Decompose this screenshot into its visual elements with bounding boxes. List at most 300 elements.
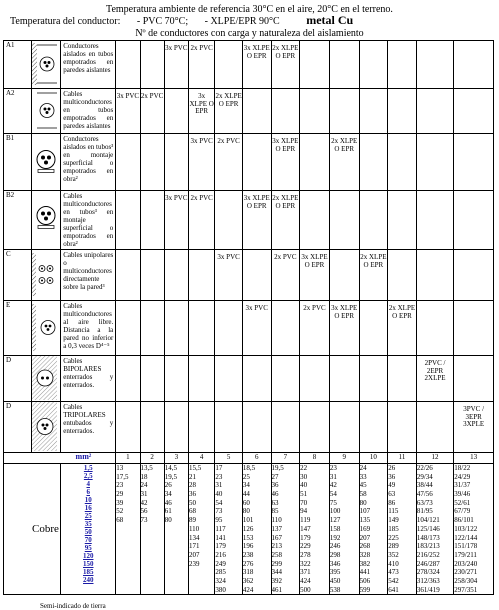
capacity-entry [215,191,242,195]
ampacity-value: 392 [271,576,282,585]
ampacity-value: 322 [300,559,311,568]
capacity-entry: 2PVC / 2EPR 2XLPE [424,359,446,382]
ampacity-value: 238 [242,550,254,559]
capacity-entry [189,356,214,360]
capacity-cell [454,134,494,191]
install-diagram [31,301,61,356]
install-code: E [4,301,32,356]
capacity-cell [215,134,243,191]
ampacity-value: 63 [271,498,279,507]
capacity-entry [360,402,388,406]
ampacity-value: 344 [271,568,282,577]
capacity-cell [140,41,164,89]
capacity-cell [242,41,271,89]
ampacity-value: 63 [388,490,396,499]
capacity-cell [215,301,243,356]
capacity-entry [417,301,453,305]
capacity-cell [329,41,359,89]
ampacity-value: 15,5 [188,464,202,472]
capacity-entry [141,134,164,138]
ampacity-value: 50 [188,498,196,507]
capacity-cell [388,191,417,250]
capacity-cell [388,301,417,356]
capacity-entry [454,301,493,305]
colnum-1: 1 [116,453,140,464]
capacity-entry [272,89,300,93]
capacity-cell [271,356,300,402]
ampacity-value: 31 [329,472,337,481]
ampacity-value: 58 [359,490,367,499]
capacity-entry [300,89,329,93]
ampacity-value: 86 [388,498,396,507]
ampacity-value: 179 [300,533,311,542]
capacity-entry: 3x PVC [217,253,240,261]
capacity-cell [329,191,359,250]
capacity-cell [271,250,300,301]
capacity-cell [242,356,271,402]
capacity-entry [300,356,329,360]
ampacity-value: 19,5 [271,464,284,472]
ampacity-value: 352 [388,550,399,559]
capacity-entry: 3x XLPE O EPR [243,194,270,210]
ampacity-value: 21 [188,472,196,481]
capacity-cell [215,356,243,402]
ampacity-value: 36 [271,481,279,490]
capacity-cell [116,89,140,134]
colnum-4: 4 [188,453,214,464]
ampacity-value: 268 [359,542,371,551]
ampacity-value: 42 [140,498,148,507]
capacity-cell [359,402,388,453]
capacity-entry [189,402,214,406]
install-diagram [31,191,61,250]
capacity-cell [242,134,271,191]
capacity-cell [271,134,300,191]
ampacity-value: 95 [215,516,223,525]
section-value: 35 [84,520,92,528]
capacity-entry [300,402,329,406]
capacity-cell [215,41,243,89]
ampacity-value: 239 [188,559,200,568]
ampacity-value: 18/22 [454,464,471,472]
capacity-entry [300,191,329,195]
ampacity-value: 31 [140,490,148,499]
capacity-cell [215,191,243,250]
install-code: A2 [4,89,32,134]
capacity-cell [271,191,300,250]
capacity-cell [140,250,164,301]
ampacity-value: 56 [140,507,148,516]
ampacity-value: 45 [359,481,367,490]
section-value: 150 [83,560,94,568]
ampacity-value: 75 [329,498,337,507]
ampacity-value: 122/144 [454,533,478,542]
capacity-entry [243,89,271,93]
capacity-entry [215,356,242,360]
capacity-entry [243,356,271,360]
ampacity-value: 246 [329,542,341,551]
capacity-entry [417,191,453,195]
install-diagram [31,134,61,191]
ampacity-column [164,464,188,595]
ampacity-value: 30 [300,472,308,481]
ampacity-value: 27 [271,472,279,481]
capacity-cell [188,301,214,356]
capacity-cell [164,41,188,89]
ampacity-value [116,551,139,560]
capacity-entry [165,134,188,138]
colnum-7: 7 [271,453,300,464]
install-diagram-icon [32,356,57,400]
capacity-cell [454,402,494,453]
ampacity-value: 380 [215,585,226,594]
ampacity-value: 61 [164,507,172,516]
ampacity-value: 25 [242,472,250,481]
ampacity-column [215,464,243,595]
ampacity-value: 169 [359,524,371,533]
capacity-cell [164,356,188,402]
capacity-entry [165,402,188,406]
ampacity-value: 216 [215,550,226,559]
capacity-entry [300,41,329,45]
ampacity-value [141,551,164,560]
ampacity-value: 29/34 [416,472,433,481]
ampacity-value: 70 [300,498,308,507]
capacity-entry [454,41,493,45]
ampacity-value: 410 [388,559,399,568]
capacity-entry [165,301,188,305]
install-diagram-icon [32,250,57,299]
capacity-cell [300,191,330,250]
ampacity-column [388,464,417,595]
capacity-cell [188,89,214,134]
capacity-cell [188,191,214,250]
install-diagram-icon [32,41,57,87]
section-value: 95 [84,544,92,552]
header-line-3: Nº de conductores con carga y naturaleza del aislamiento [135,28,364,39]
ampacity-value [165,586,188,595]
capacity-entry [141,356,164,360]
ampacity-value: 24/29 [454,472,471,481]
ampacity-value: 81/95 [416,507,433,516]
ampacity-value: 141 [215,533,226,542]
capacity-cell [454,301,494,356]
colnum-12: 12 [416,453,453,464]
ampacity-value: 80 [242,507,250,516]
install-diagram-icon [32,191,57,244]
ampacity-value [165,560,188,569]
ampacity-value: 599 [359,585,371,594]
ampacity-column [454,464,494,595]
ampacity-value: 185 [388,524,399,533]
ampacity-value: 31 [215,481,223,490]
capacity-entry [300,134,329,138]
colnum-8: 8 [300,453,330,464]
install-desc: Cables BIPOLARES enterrados y enterrados. [61,356,116,402]
ampacity-value [116,525,139,534]
ampacity-value: 289 [388,542,399,551]
ampacity-value: 207 [188,550,200,559]
capacity-cell [300,250,330,301]
capacity-entry [360,356,388,360]
ampacity-value: 85 [271,507,279,516]
install-row [4,89,494,134]
ampacity-column [359,464,388,595]
install-desc: Cables unipolares o multiconductores directamente sobre la pared³ [61,250,116,301]
capacity-entry [330,250,359,254]
ampacity-value: 230/271 [454,568,478,577]
ampacity-value: 216/252 [416,550,440,559]
ampacity-value: 18 [140,472,148,481]
ampacity-value: 40 [215,490,223,499]
capacity-entry [189,250,214,254]
capacity-entry [141,402,164,406]
temp-label: Temperatura del conductor: [10,16,121,27]
install-code: A1 [4,41,32,89]
ampacity-value: 40 [300,481,308,490]
ampacity-value: 52 [116,507,124,516]
section-value: 185 [83,568,94,576]
capacity-cell [359,301,388,356]
ampacity-value: 52/61 [454,498,471,507]
capacity-entry [215,402,242,406]
install-code: D [4,402,32,453]
ampacity-value: 17,5 [116,472,129,481]
capacity-entry [116,41,139,45]
ampacity-value: 538 [329,585,341,594]
ampacity-value: 36 [388,472,396,481]
ampacity-value: 80 [164,516,172,525]
ampacity-value: 28 [188,481,196,490]
install-row [4,250,494,301]
ampacity-value: 147 [300,524,311,533]
capacity-cell [164,301,188,356]
ampacity-value: 73 [215,507,223,516]
capacity-cell [140,134,164,191]
capacity-entry: 2x PVC [303,304,326,312]
ampacity-column [140,464,164,595]
capacity-cell [271,402,300,453]
capacity-entry [417,402,453,406]
ampacity-value: 225 [388,533,399,542]
capacity-cell [329,250,359,301]
capacity-entry: 3x XLPE O EPR [243,44,270,60]
ampacity-value: 203/240 [454,559,478,568]
capacity-cell [416,41,453,89]
capacity-cell [300,41,330,89]
ampacity-value: 23 [116,481,124,490]
capacity-entry [388,191,416,195]
ampacity-value [165,542,188,551]
ampacity-value: 278/324 [416,568,440,577]
ampacity-column [300,464,330,595]
colnum-5: 5 [215,453,243,464]
ampacity-value: 258 [271,550,282,559]
capacity-entry [360,301,388,305]
ampacity-value: 151/178 [454,542,478,551]
capacity-entry [454,134,493,138]
ampacity-value: 47/56 [416,490,433,499]
ampacity-value: 86/101 [454,516,474,525]
ampacity-value: 276 [242,559,254,568]
install-desc: Conductores aislados en tubos empotrados en paredes aislantes [61,41,116,89]
capacity-cell [116,356,140,402]
capacity-cell [188,250,214,301]
capacity-cell [329,301,359,356]
capacity-cell [388,41,417,89]
capacity-entry [417,250,453,254]
ampacity-value [116,586,139,595]
install-diagram [31,89,61,134]
capacity-cell [359,134,388,191]
ampacity-value [141,525,164,534]
ampacity-value [116,534,139,543]
capacity-entry [116,356,139,360]
capacity-cell [454,41,494,89]
capacity-entry: 3x XLPE O EPR [189,92,214,115]
capacity-cell [300,356,330,402]
install-diagram [31,402,61,453]
section-column [61,464,116,595]
ampacity-value: 107 [359,507,371,516]
section-value: 6 [86,488,90,496]
ampacity-value: 285 [215,568,226,577]
ampacity-value: 500 [300,585,311,594]
capacity-entry [417,41,453,45]
capacity-cell [416,402,453,453]
ampacity-column [242,464,271,595]
capacity-cell [300,402,330,453]
ampacity-value: 46 [271,490,279,499]
capacity-cell [359,41,388,89]
install-desc: Conductores aislados en tubos³ en montaje superficial o empotrados en obra² [61,134,116,191]
capacity-entry: 3x PVC [245,304,268,312]
ampacity-value: 249 [215,559,226,568]
ampacity-value: 441 [359,568,371,577]
capacity-cell [388,356,417,402]
ampacity-value: 36 [188,490,196,499]
ampacity-value [165,577,188,586]
ampacity-value: 24 [359,464,367,472]
ampacity-value [189,577,214,586]
ampacity-value: 246/287 [416,559,440,568]
capacity-entry [360,191,388,195]
ampacity-value: 506 [359,576,371,585]
install-diagram-icon [32,402,57,451]
ampacity-value [141,568,164,577]
ampacity-value: 34 [164,490,172,499]
ampacity-value: 46 [164,498,172,507]
capacity-entry [141,250,164,254]
ampacity-value: 137 [271,524,282,533]
capacity-cell [188,356,214,402]
capacity-entry: 3x PVC [165,194,188,202]
ampacity-value: 361/419 [416,585,440,594]
capacity-cell [329,89,359,134]
ampacity-value: 229 [300,542,311,551]
ampacity-value: 362 [242,576,254,585]
ampacity-value: 395 [329,568,341,577]
capacity-cell [271,301,300,356]
ampacity-value: 104/121 [416,516,440,525]
header-line-2 [10,15,367,27]
capacity-entry: 3x PVC [165,44,188,52]
capacity-entry: 2x PVC [190,44,213,52]
colnum-11: 11 [388,453,417,464]
ampacity-value [165,534,188,543]
capacity-entry: 3x PVC [190,137,213,145]
capacity-entry [272,356,300,360]
install-row [4,402,494,453]
install-diagram [31,41,61,89]
ampacity-value [141,577,164,586]
capacity-entry [243,402,271,406]
ampacity-value [189,586,214,595]
ampacity-value: 29 [116,490,124,499]
ampacity-value: 26 [164,481,172,490]
install-row [4,134,494,191]
capacity-cell [116,41,140,89]
install-desc: Cables multiconductores al aire libre. Distancia a la pared no inferior a 0,3 veces D⁴⁻⁵ [61,301,116,356]
install-code: D [4,356,32,402]
ampacity-value: 183/213 [416,542,440,551]
colnum-10: 10 [359,453,388,464]
capacity-entry: 2x XLPE O EPR [272,44,299,60]
ampacity-value: 68 [188,507,196,516]
ampacity-value: 115 [388,507,399,516]
capacity-entry [116,191,139,195]
colnum-3: 3 [164,453,188,464]
capacity-cell [388,402,417,453]
colnum-13: 13 [454,453,494,464]
ampacity-value [165,551,188,560]
capacity-cell [242,402,271,453]
colnum-9: 9 [329,453,359,464]
ampacity-value [141,542,164,551]
capacity-cell [271,89,300,134]
ampacity-column [329,464,359,595]
capacity-cell [388,250,417,301]
colnum-2: 2 [140,453,164,464]
install-code: B1 [4,134,32,191]
section-value: 70 [84,536,92,544]
install-row [4,41,494,89]
ampacity-value: 89 [188,516,196,525]
capacity-entry [272,402,300,406]
ampacity-value: 31/37 [454,481,471,490]
ampacity-value: 34 [242,481,250,490]
install-row [4,301,494,356]
capacity-cell [116,250,140,301]
capacity-cell [188,402,214,453]
ampacity-value: 450 [329,576,341,585]
ampacity-value: 42 [329,481,337,490]
pvc-temp: - PVC 70°C; [136,16,189,27]
section-value: 16 [84,504,92,512]
install-row [4,191,494,250]
ampacity-value: 424 [242,585,254,594]
capacity-cell [454,89,494,134]
ampacity-value: 24 [140,481,148,490]
install-desc: Cables multiconductores en tubos empotrados en paredes aislantes [61,89,116,134]
capacity-entry: 3x XLPE O EPR [301,253,328,269]
capacity-cell [215,402,243,453]
ampacity-value [141,586,164,595]
ampacity-value: 51 [300,490,308,499]
ampacity-value: 179/211 [454,550,477,559]
capacity-cell [140,191,164,250]
capacity-cell [416,191,453,250]
